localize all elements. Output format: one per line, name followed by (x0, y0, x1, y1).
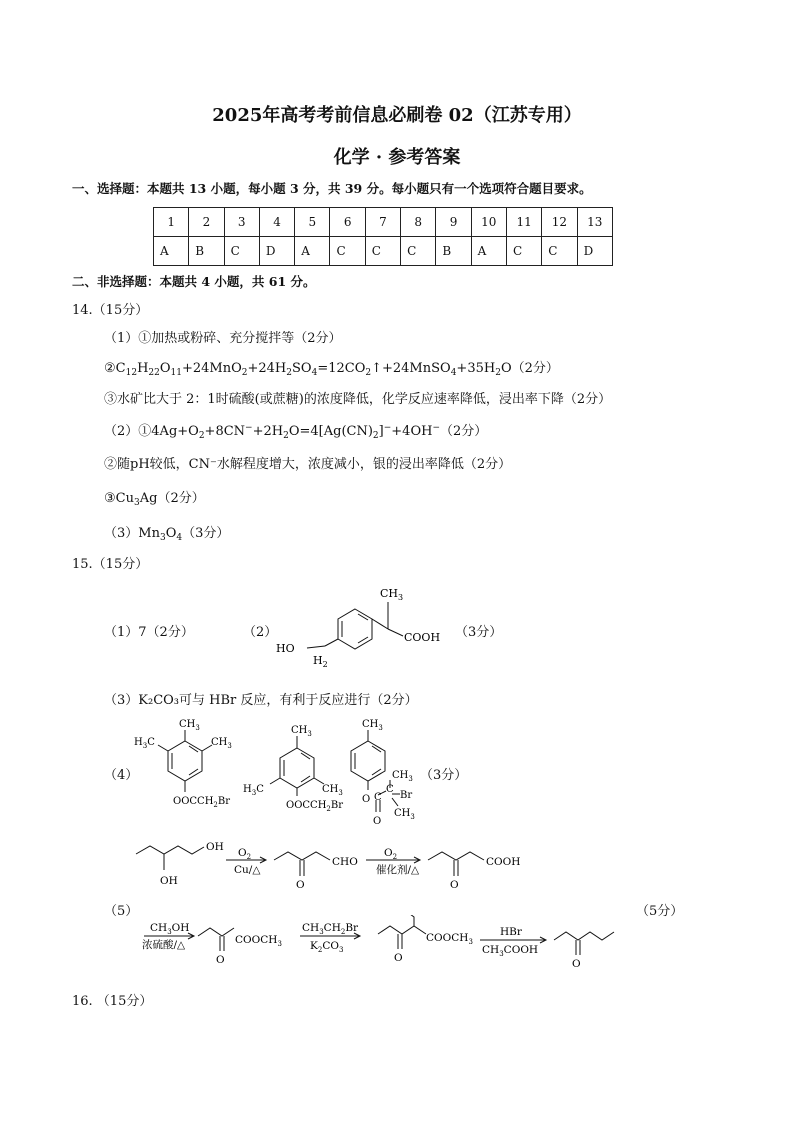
q14-part1-item2 (104, 357, 559, 376)
answer-cell: C (401, 237, 436, 266)
svg-text:CH3CH2Br: $CH_3CH_2Br$ (302, 922, 359, 936)
svg-text:C: C (374, 792, 382, 803)
synthesis-route-row2 (140, 915, 630, 973)
svg-text:Br: Br (400, 790, 413, 801)
q14-part1-item2-marker: ② (104, 361, 116, 376)
svg-text:COOH: COOH (486, 856, 521, 868)
question-number-cell: 12 (542, 208, 577, 237)
cu3ag-formula: $Cu_3Ag$ (115, 491, 158, 508)
svg-text:COOCH3: $COOCH_3$ (235, 934, 282, 948)
isomer-structures-q15-4 (130, 712, 430, 830)
svg-text:OH: OH (206, 841, 224, 853)
svg-text:HBr: HBr (500, 926, 522, 938)
question-number-cell: 8 (401, 208, 436, 237)
question-number-cell: 7 (365, 208, 400, 237)
q14-part1-item1: （1）①加热或粉碎、充分搅拌等（2分） (104, 331, 342, 346)
answer-table (153, 207, 613, 266)
svg-text:CH3: $CH_3$ (380, 587, 404, 602)
q15-part5-label: （5） (104, 904, 139, 919)
svg-text:H2: $H_2$ (313, 654, 328, 669)
svg-text:HO: HO (276, 642, 295, 655)
q14-part2-item3-score: （2分） (157, 491, 205, 506)
question-number-cell: 5 (295, 208, 330, 237)
question-number-cell: 13 (577, 208, 612, 237)
answer-cell: B (436, 237, 471, 266)
page-subtitle: 化学 · 参考答案 (333, 147, 461, 168)
question-number-cell: 2 (189, 208, 224, 237)
svg-text:H3C: $H_3C$ (134, 737, 155, 750)
compound-structure-q15-2 (270, 580, 460, 678)
answer-cell: C (330, 237, 365, 266)
answer-cell: C (506, 237, 541, 266)
svg-text:COOCH3: $COOCH_3$ (426, 932, 473, 946)
answer-cell: B (189, 237, 224, 266)
answer-cell: C (542, 237, 577, 266)
svg-text:CH3: $CH_3$ (179, 719, 200, 732)
answer-table-answer-row (154, 237, 613, 266)
svg-text:O2: $O_2$ (238, 847, 252, 861)
question-number-cell: 11 (506, 208, 541, 237)
answer-cell: A (471, 237, 506, 266)
q14-part2-item3-marker: ③ (104, 491, 116, 506)
q15-part2-label: （2） (243, 625, 278, 640)
svg-text:OOCCH2Br: $OOCCH_2Br$ (173, 796, 231, 809)
svg-text:K2CO3: $K_2CO_3$ (310, 940, 344, 954)
q15-label: 15.（15分） (72, 557, 149, 572)
svg-text:CH3COOH: $CH_3COOH$ (482, 944, 539, 958)
q14-part2-item1 (104, 420, 487, 439)
question-number-cell: 4 (259, 208, 294, 237)
svg-text:O: O (296, 879, 305, 890)
svg-text:CH3: $CH_3$ (291, 725, 312, 738)
svg-text:OOCCH2Br: $OOCCH_2Br$ (286, 800, 344, 813)
svg-text:Cu/△: Cu/△ (234, 864, 261, 876)
svg-text:CH3: $CH_3$ (211, 737, 232, 750)
svg-text:CH3: $CH_3$ (322, 784, 343, 797)
q14-part3 (104, 522, 229, 541)
synthesis-route-row1 (130, 832, 530, 890)
answer-cell: C (224, 237, 259, 266)
svg-text:O2: $O_2$ (384, 847, 398, 861)
svg-text:COOH: COOH (404, 631, 441, 644)
page-title: 2025年高考考前信息必刷卷 02（江苏专用） (212, 105, 582, 126)
answer-cell: D (577, 237, 612, 266)
svg-text:CH3OH: $CH_3OH$ (150, 922, 190, 936)
silver-leaching-equation: $4Ag+O_2+8CN^-+2H_2O=4[Ag(CN)_2]^-+4OH^-$ (151, 423, 440, 441)
mn3o4-formula: $Mn_3O_4$ (138, 526, 183, 543)
q15-part4-score: （3分） (420, 768, 468, 783)
svg-text:O: O (362, 794, 371, 805)
svg-text:浓硫酸/△: 浓硫酸/△ (142, 939, 186, 951)
svg-text:H3C: $H_3C$ (243, 784, 264, 797)
svg-text:催化剂/△: 催化剂/△ (376, 864, 420, 876)
q15-part2-score: （3分） (455, 625, 503, 640)
answer-cell: A (154, 237, 189, 266)
answer-table-number-row (154, 208, 613, 237)
q14-part3-marker: （3） (104, 526, 139, 541)
q14-part2-item3 (104, 487, 205, 506)
answer-cell: D (259, 237, 294, 266)
question-number-cell: 6 (330, 208, 365, 237)
svg-text:OH: OH (160, 875, 178, 887)
section1-heading: 一、选择题：本题共 13 小题，每小题 3 分，共 39 分。每小题只有一个选项符合题目要求。 (72, 181, 592, 196)
answer-cell: C (365, 237, 400, 266)
svg-text:O: O (373, 816, 382, 827)
q15-part4-label: （4） (104, 768, 139, 783)
q14-part2-item2: ②随pH较低，CN⁻水解程度增大，浓度减小，银的浸出率降低（2分） (104, 457, 512, 472)
question-number-cell: 1 (154, 208, 189, 237)
svg-text:CHO: CHO (332, 856, 358, 868)
question-number-cell: 10 (471, 208, 506, 237)
svg-text:O: O (450, 879, 459, 890)
q15-part5-score: （5分） (636, 904, 684, 919)
svg-text:O: O (216, 954, 225, 966)
q15-part1: （1）7（2分） (104, 625, 194, 640)
q14-label: 14.（15分） (72, 303, 149, 318)
section2-heading: 二、非选择题：本题共 4 小题，共 61 分。 (72, 274, 316, 289)
question-number-cell: 3 (224, 208, 259, 237)
q14-part2-item1-marker: （2）① (104, 424, 152, 439)
svg-text:CH3: $CH_3$ (362, 719, 383, 732)
svg-text:CH3: $CH_3$ (394, 808, 415, 821)
sucrose-oxidation-equation: $C_{12}H_{22}O_{11}+24MnO_2+24H_2SO_4=12CO_2↑+24MnSO_4+35H_2O$ (115, 361, 512, 378)
q14-part2-item1-score: （2分） (440, 424, 488, 439)
svg-text:O: O (572, 958, 581, 970)
svg-text:O: O (394, 952, 403, 964)
svg-text:CH3: $CH_3$ (392, 770, 413, 783)
question-number-cell: 9 (436, 208, 471, 237)
q14-part3-score: （3分） (182, 526, 230, 541)
q16-label: 16. （15分） (72, 994, 153, 1009)
svg-text:C: C (386, 784, 394, 795)
q14-part1-item3: ③水矿比大于 2：1时硫酸(或蔗糖)的浓度降低，化学反应速率降低，浸出率下降（2分） (104, 392, 612, 407)
answer-cell: A (295, 237, 330, 266)
q15-part3: （3）K₂CO₃可与 HBr 反应，有利于反应进行（2分） (104, 693, 418, 708)
q14-part1-item2-score: （2分） (511, 361, 559, 376)
